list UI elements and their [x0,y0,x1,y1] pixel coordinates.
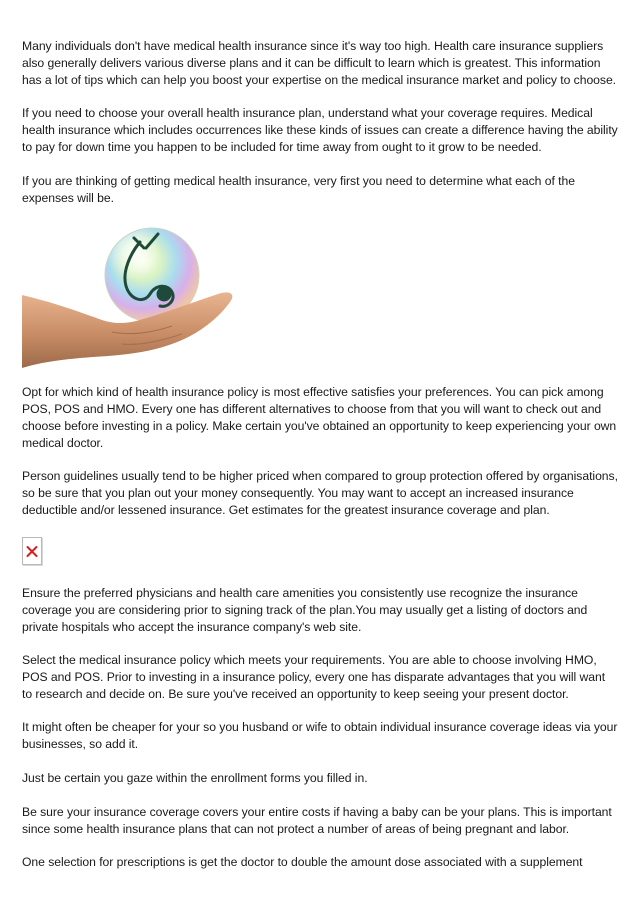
paragraph: If you need to choose your overall health insurance plan, understand what your coverage requires. Medical health insurance which includes occurrences like these kinds of issues can create a difference having the ability to pay for down time you happen to be included for time away from ought to it grow to be needed. [22,106,618,154]
paragraph: Be sure your insurance coverage covers your entire costs if having a baby can be your plans. This is important since some health insurance plans that can not protect a number of areas of being pregnant and labor. [22,805,612,836]
paragraph: Select the medical insurance policy which meets your requirements. You are able to choose involving HMO, POS and POS. Prior to investing in a insurance policy, every one has disparate advantages that you will want to research and decide on. Be sure you've received an opportunity to keep seeing your present doctor. [22,653,606,701]
paragraph: Just be certain you gaze within the enrollment forms you filled in. [22,771,368,785]
paragraph: One selection for prescriptions is get the doctor to double the amount dose associated with a supplement [22,855,583,869]
hand-holding-globe-illustration [22,220,237,368]
paragraph: Many individuals don't have medical health insurance since it's way too high. Health care insurance suppliers also generally delivers various diverse plans and it can be difficult to learn which is greatest. This information has a lot of tips which can help you boost your expertise on the medical insurance market and policy to choose. [22,39,617,87]
paragraph: Person guidelines usually tend to be higher priced when compared to group protection offered by organisations, so be sure that you plan out your money consequently. You may want to accept an increased insurance deductible and/or lessened insurance. Get estimates for the greatest insurance coverage and plan. [22,469,618,517]
document-body [22,38,618,871]
broken-image-icon [23,538,41,564]
paragraph: If you are thinking of getting medical health insurance, very first you need to determine what each of the expenses will be. [22,174,575,205]
paragraph: Opt for which kind of health insurance policy is most effective satisfies your preferences. You can pick among POS, POS and HMO. Every one has different alternatives to choose from that you will want to check out and choose before investing in a policy. Make certain you've obtained an opportunity to keep experiencing your own medical doctor. [22,385,617,450]
paragraph: Ensure the preferred physicians and health care amenities you consistently use recognize the insurance coverage you are considering prior to signing track of the plan.You may usually get a listing of doctors and private hospitals who accept the insurance company's web site. [22,586,588,634]
broken-image-placeholder [22,537,42,565]
paragraph: It might often be cheaper for your so you husband or wife to obtain individual insurance coverage ideas via your businesses, so add it. [22,720,618,751]
